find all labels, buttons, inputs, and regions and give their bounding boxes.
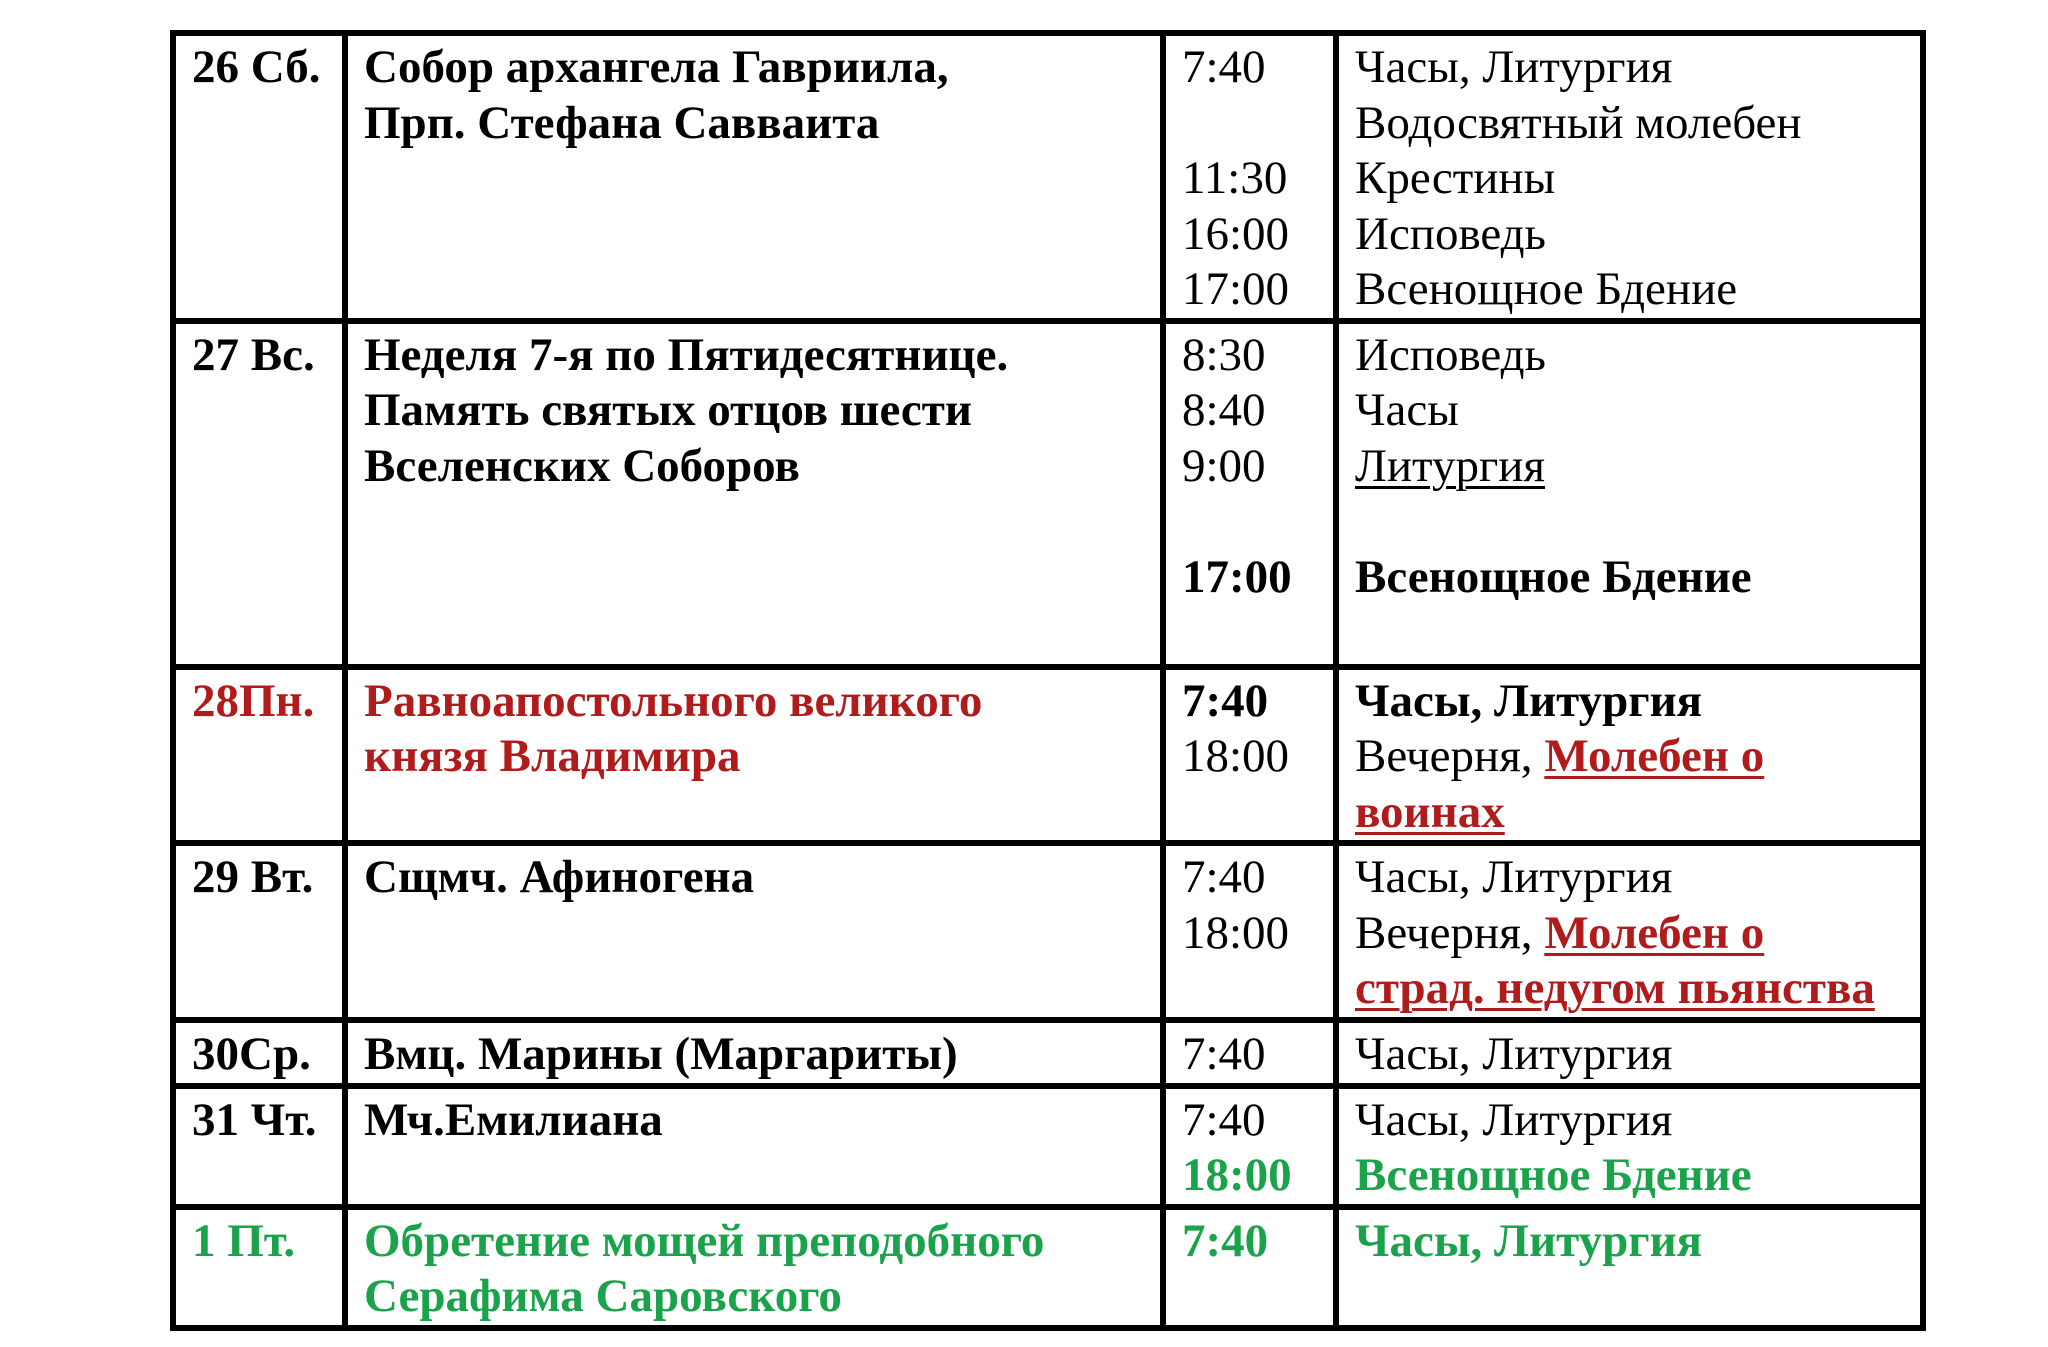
service-name: Часы, Литургия — [1355, 1214, 1703, 1267]
feast-cell — [345, 1086, 1163, 1207]
day-cell — [173, 1086, 345, 1207]
service-time: 9:00 — [1182, 439, 1266, 492]
service-name: Всенощное Бдение — [1355, 550, 1752, 603]
service-name: Часы, Литургия — [1355, 41, 1673, 93]
service-cell — [1336, 1086, 1923, 1207]
service-time: 7:40 — [1182, 1093, 1266, 1146]
feast-line: Равноапостольного великого — [364, 674, 983, 727]
service-time: 17:00 — [1182, 550, 1292, 603]
schedule-row-31 — [173, 1086, 1923, 1207]
service-name: Вечерня, — [1355, 730, 1545, 782]
service-name-highlight: Молебен о — [1544, 730, 1765, 782]
service-name: Исповедь — [1355, 328, 1546, 381]
service-time: 7:40 — [1182, 851, 1266, 903]
service-name: Всенощное Бдение — [1355, 1149, 1752, 1201]
service-name: Водосвятный молебен — [1355, 96, 1802, 149]
service-time: 8:40 — [1182, 384, 1266, 436]
time-cell — [1163, 667, 1336, 844]
feast-line: Сщмч. Афиногена — [364, 851, 755, 903]
service-time: 17:00 — [1182, 263, 1290, 315]
feast-line: Мч.Емилиана — [364, 1093, 663, 1146]
service-name: Вечерня, — [1355, 906, 1545, 959]
service-cell — [1336, 1020, 1923, 1086]
feast-cell — [345, 1207, 1163, 1328]
feast-cell — [345, 321, 1163, 667]
service-name-highlight: воинах — [1355, 785, 1505, 838]
schedule-row-27 — [173, 321, 1923, 667]
day-cell — [173, 321, 345, 667]
feast-cell — [345, 1020, 1163, 1086]
day-label: 26 Сб. — [192, 41, 321, 93]
time-cell — [1163, 1207, 1336, 1328]
service-name: Всенощное Бдение — [1355, 263, 1738, 315]
day-label: 27 Вс. — [192, 328, 315, 381]
service-cell — [1336, 33, 1923, 321]
time-cell — [1163, 1020, 1336, 1086]
schedule-table — [170, 30, 1926, 1331]
service-time: 7:40 — [1182, 1214, 1269, 1267]
service-name: Литургия — [1355, 439, 1545, 492]
service-time: 7:40 — [1182, 41, 1266, 93]
day-cell — [173, 667, 345, 844]
feast-line: Неделя 7-я по Пятидесятнице. — [364, 328, 1009, 381]
feast-line: Вселенских Соборов — [364, 439, 800, 492]
service-cell — [1336, 667, 1923, 844]
day-label: 29 Вт. — [192, 851, 314, 903]
day-label: 31 Чт. — [192, 1093, 317, 1146]
feast-line: князя Владимира — [364, 730, 741, 782]
schedule-row-26 — [173, 33, 1923, 321]
service-name: Часы, Литургия — [1355, 851, 1673, 903]
service-time: 11:30 — [1182, 152, 1288, 204]
service-time: 18:00 — [1182, 1149, 1292, 1201]
feast-line: Вмц. Марины (Маргариты) — [364, 1028, 958, 1080]
service-name-highlight: страд. недугом пьянства — [1355, 962, 1875, 1014]
day-cell — [173, 33, 345, 321]
schedule-row-1 — [173, 1207, 1923, 1328]
schedule-row-28 — [173, 667, 1923, 844]
feast-line: Память святых отцов шести — [364, 384, 972, 436]
service-name: Часы, Литургия — [1355, 674, 1703, 727]
service-time: 7:40 — [1182, 674, 1269, 727]
feast-cell — [345, 843, 1163, 1020]
service-cell — [1336, 321, 1923, 667]
schedule-row-29 — [173, 843, 1923, 1020]
service-time: 18:00 — [1182, 906, 1290, 959]
day-label: 28Пн. — [192, 674, 315, 727]
feast-line: Прп. Стефана Савваита — [364, 96, 880, 149]
feast-line: Обретение мощей преподобного — [364, 1214, 1045, 1267]
service-time: 18:00 — [1182, 730, 1290, 782]
service-name: Крестины — [1355, 152, 1556, 204]
service-cell — [1336, 1207, 1923, 1328]
time-cell — [1163, 843, 1336, 1020]
service-name: Часы, Литургия — [1355, 1093, 1673, 1146]
service-name: Исповедь — [1355, 207, 1546, 260]
feast-line: Собор архангела Гавриила, — [364, 41, 949, 93]
day-label: 1 Пт. — [192, 1214, 296, 1267]
feast-cell — [345, 33, 1163, 321]
feast-line: Серафима Саровского — [364, 1270, 842, 1322]
service-name: Часы — [1355, 384, 1459, 436]
time-cell — [1163, 1086, 1336, 1207]
service-name: Часы, Литургия — [1355, 1028, 1673, 1080]
day-cell — [173, 1020, 345, 1086]
day-cell — [173, 1207, 345, 1328]
service-time: 16:00 — [1182, 207, 1290, 260]
day-label: 30Ср. — [192, 1028, 311, 1080]
time-cell — [1163, 33, 1336, 321]
service-name-highlight: Молебен о — [1544, 906, 1765, 959]
service-time: 8:30 — [1182, 328, 1266, 381]
feast-cell — [345, 667, 1163, 844]
time-cell — [1163, 321, 1336, 667]
service-cell — [1336, 843, 1923, 1020]
day-cell — [173, 843, 345, 1020]
service-time: 7:40 — [1182, 1028, 1266, 1080]
schedule-row-30 — [173, 1020, 1923, 1086]
